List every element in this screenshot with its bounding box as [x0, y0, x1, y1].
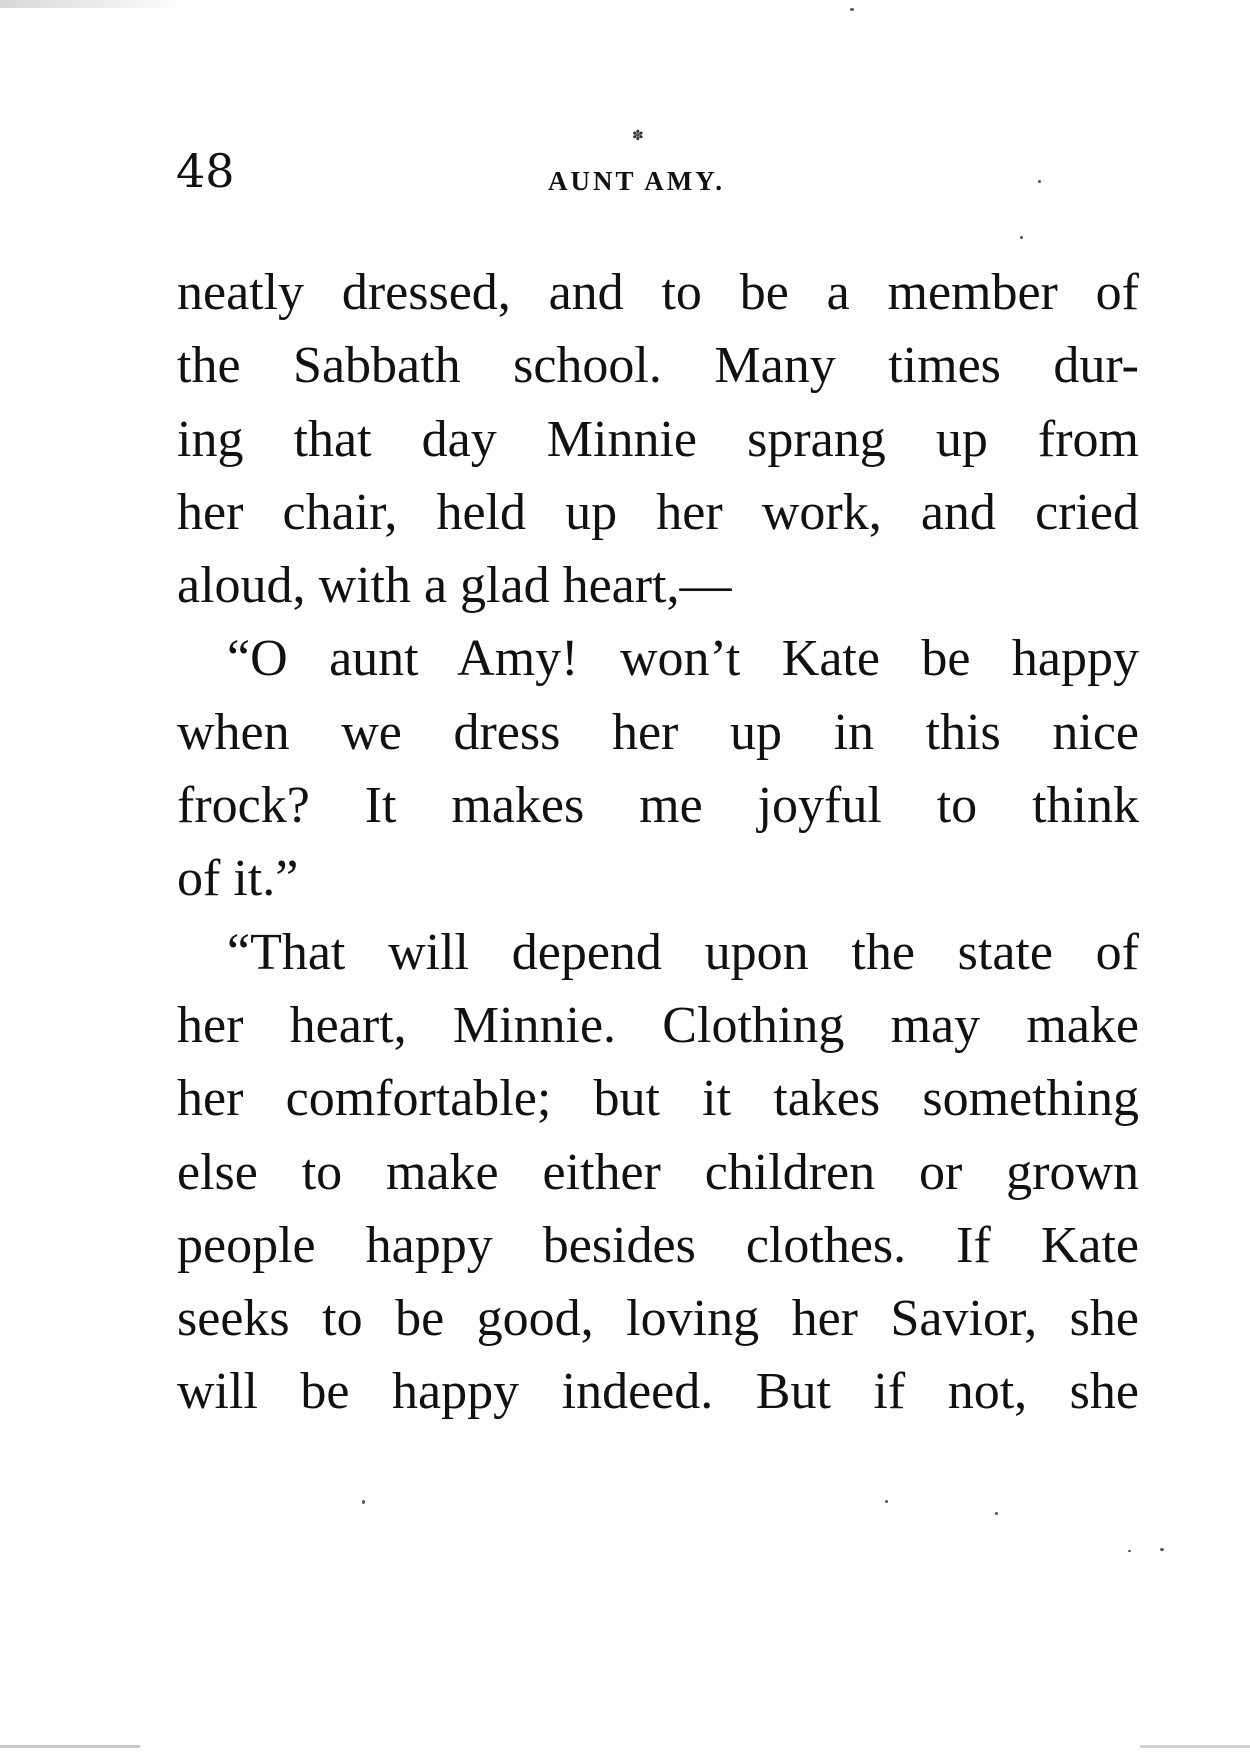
scan-edge-top — [0, 0, 180, 8]
text-line: aloud, with a glad heart,— — [177, 557, 732, 615]
text-line: her heart, Minnie. Clothing may make — [177, 996, 1139, 1054]
scan-speck — [362, 1500, 365, 1504]
scan-edge-bottom-right — [1140, 1745, 1250, 1748]
text-line: neatly dressed, and to be a member of — [177, 264, 1139, 321]
scan-speck — [995, 1512, 998, 1515]
scan-speck — [1020, 236, 1023, 239]
scan-speck — [850, 8, 854, 11]
text-line: the Sabbath school. Many times dur- — [177, 337, 1139, 395]
text-line: frock? It makes me joyful to think — [177, 777, 1139, 835]
text-line: her chair, held up her work, and cried — [177, 483, 1139, 541]
paragraph — [177, 256, 1139, 622]
text-line: “That will depend upon the state of — [227, 923, 1139, 981]
text-line: her comfortable; but it takes something — [177, 1070, 1139, 1128]
text-line: when we dress her up in this nice — [177, 703, 1139, 761]
text-line: people happy besides clothes. If Kate — [177, 1216, 1139, 1274]
scan-edge-bottom-left — [0, 1745, 140, 1748]
text-line: of it.” — [177, 850, 299, 908]
scan-speck — [1038, 180, 1041, 183]
running-head-title: AUNT AMY. — [548, 166, 726, 196]
ornament-mark: ✽ — [632, 128, 644, 144]
paragraph — [177, 916, 1139, 1429]
text-line: “O aunt Amy! won’t Kate be happy — [227, 630, 1139, 688]
text-line: will be happy indeed. But if not, she — [177, 1363, 1139, 1421]
text-line: ing that day Minnie sprang up from — [177, 410, 1139, 468]
text-line: else to make either children or grown — [177, 1143, 1139, 1201]
text-line: seeks to be good, loving her Savior, she — [177, 1290, 1139, 1348]
scan-speck — [1160, 1548, 1164, 1551]
paragraph — [177, 622, 1139, 915]
page-number: 48 — [176, 144, 235, 198]
body-text — [177, 256, 1139, 1429]
scan-speck — [1128, 1550, 1131, 1552]
scan-speck — [885, 1500, 888, 1503]
